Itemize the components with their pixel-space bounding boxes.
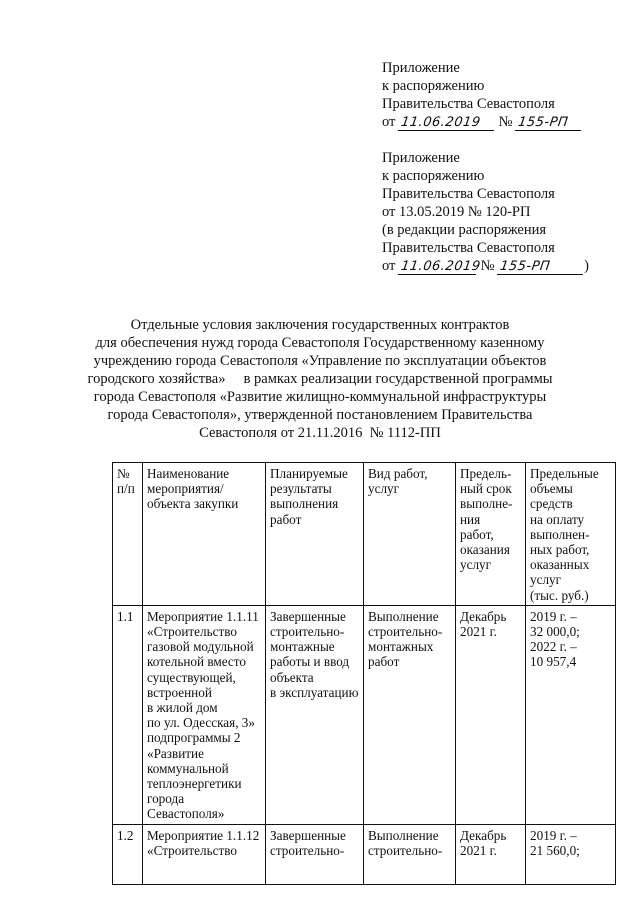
cell-text-line: строительно- [368,842,443,858]
closing-paren: ) [584,258,589,274]
title-line: для обеспечения нужд города Севастополя Государственному казенному [95,335,545,351]
appendix-reference: к распоряжению [382,168,485,184]
cell-text-line: п/п [117,481,135,497]
cell-text-line: строительно- [270,624,345,640]
title-line: Севастополя от 21.11.2016 № 1112-ПП [199,425,441,441]
cell-text-line: 2021 г. [460,624,497,640]
cell-text-line: № [117,466,130,481]
cell-text-line: «Строительство [147,624,237,640]
table-row [113,605,616,824]
cell-text-line: работ, [460,526,494,542]
cell-text-line: Завершенные [270,827,346,843]
cell-text-line: работ [270,511,302,527]
row-deadline [456,824,526,884]
table-header-row [113,463,616,606]
row-results [266,605,364,824]
cell-text-line: 21 560,0; [530,842,580,858]
cell-text-line: газовой модульной [147,639,254,655]
cell-text-line: «Развитие [147,745,204,761]
amendment-date-number [382,257,589,275]
cell-text-line: котельной вместо [147,654,246,670]
table-row [113,824,616,884]
title-line: Отдельные условия заключения государственных контрактов [130,317,510,333]
cell-text-line: строительно- [270,842,345,858]
cell-text-line: Завершенные [270,608,346,624]
row-number: 1.1 [113,605,143,824]
cell-text-line: подпрограммы 2 [147,730,241,746]
appendix-label: Приложение [382,60,460,76]
cell-text-line: Наименование [147,466,230,481]
cell-text-line: 32 000,0; [530,624,580,640]
cell-text-line: встроенной [147,684,212,700]
cell-text-line: «Строительство [147,842,237,858]
row-results [266,824,364,884]
cell-text-line: на оплату [530,511,585,527]
appendix-issuer: Правительства Севастополя [382,96,555,112]
header-cell-results [266,463,364,606]
cell-text-line: в жилой дом [147,700,218,716]
cell-text-line: Декабрь [460,608,507,624]
date-prefix: от [382,114,396,130]
cell-text-line: ных работ, [530,542,590,558]
cell-text-line: выполнен- [530,526,590,542]
original-order-date: от 13.05.2019 № 120-РП [382,204,531,220]
row-deadline [456,605,526,824]
cell-text-line: мероприятия/ [147,481,224,497]
header-cell-number [113,463,143,606]
cell-text-line: Планируемые [270,466,348,481]
cell-text-line: монтажные [270,639,335,655]
row-work-type [364,605,456,824]
cell-text-line: объекта закупки [147,496,239,512]
number-prefix: № [480,258,495,274]
cell-text-line: 2022 г. – [530,639,577,655]
cell-text-line: 2021 г. [460,842,497,858]
cell-text-line: работы и ввод [270,654,350,670]
cell-text-line: средств [530,496,573,512]
cell-text-line: в эксплуатацию [270,684,359,700]
amendment-note: (в редакции распоряжения [382,222,547,238]
cell-text-line: по ул. Одесская, 3» [147,715,255,731]
title-line: городского хозяйства» в рамках реализации государственной программы [87,371,553,387]
handwritten-number: 155-РП [515,115,583,131]
cell-text-line: результаты [270,481,332,497]
cell-text-line: строительно- [368,624,443,640]
cell-text-line: Предельные [530,466,599,481]
row-number: 1.2 [113,824,143,884]
number-prefix: № [498,114,513,130]
document-title [20,316,620,442]
cell-text-line: (тыс. руб.) [530,587,589,603]
title-line: учреждению города Севастополя «Управление по эксплуатации объектов [93,353,547,369]
row-event [143,824,266,884]
cell-text-line: 2019 г. – [530,608,577,624]
header-cell-funds [526,463,616,606]
cell-text-line: Декабрь [460,827,507,843]
title-line: города Севастополя «Развитие жилищно-коммунальной инфраструктуры [93,389,547,405]
cell-text-line: существующей, [147,669,236,685]
cell-text-line: 2019 г. – [530,827,577,843]
cell-text-line: объемы [530,481,573,497]
cell-text-line: услуг [368,481,400,497]
appendix-header-original [382,149,589,275]
cell-text-line: оказанных [530,557,590,573]
header-cell-work-type [364,463,456,606]
cell-text-line: коммунальной [147,760,229,776]
cell-text-line: оказания [460,542,510,558]
cell-text-line: города [147,791,185,807]
header-cell-deadline [456,463,526,606]
cell-text-line: Мероприятие 1.1.11 [147,608,259,624]
handwritten-date: 11.06.2019 [398,115,496,131]
date-prefix: от [382,258,396,274]
cell-text-line: Выполнение [368,608,439,624]
cell-text-line: Выполнение [368,827,439,843]
title-line: города Севастополя», утвержденной постановлением Правительства [107,407,533,423]
handwritten-number: 155-РП [497,259,585,275]
row-event [143,605,266,824]
cell-text-line: 10 957,4 [530,654,577,670]
contracts-table [112,462,616,885]
cell-text-line: теплоэнергетики [147,776,242,792]
appendix-reference: к распоряжению [382,78,485,94]
row-funds [526,824,616,884]
cell-text-line: Вид работ, [368,466,428,481]
cell-text-line: Мероприятие 1.1.12 [147,827,260,843]
cell-text-line: монтажных [368,639,434,655]
cell-text-line: услуг [530,572,562,588]
cell-text-line: услуг [460,557,492,573]
cell-text-line: работ [368,654,400,670]
header-cell-event [143,463,266,606]
cell-text-line: выполне- [460,496,513,512]
row-funds [526,605,616,824]
cell-text-line: Предель- [460,466,512,481]
cell-text-line: ный срок [460,481,512,497]
cell-text-line: Севастополя» [147,806,225,822]
handwritten-date: 11.06.2019 [398,259,478,275]
appendix-label: Приложение [382,150,460,166]
amendment-issuer: Правительства Севастополя [382,240,555,256]
appendix-date-number [382,113,582,131]
cell-text-line: ния [460,511,481,527]
row-work-type [364,824,456,884]
cell-text-line: объекта [270,669,314,685]
cell-text-line: выполнения [270,496,339,512]
appendix-issuer: Правительства Севастополя [382,186,555,202]
appendix-header-current [382,59,582,131]
